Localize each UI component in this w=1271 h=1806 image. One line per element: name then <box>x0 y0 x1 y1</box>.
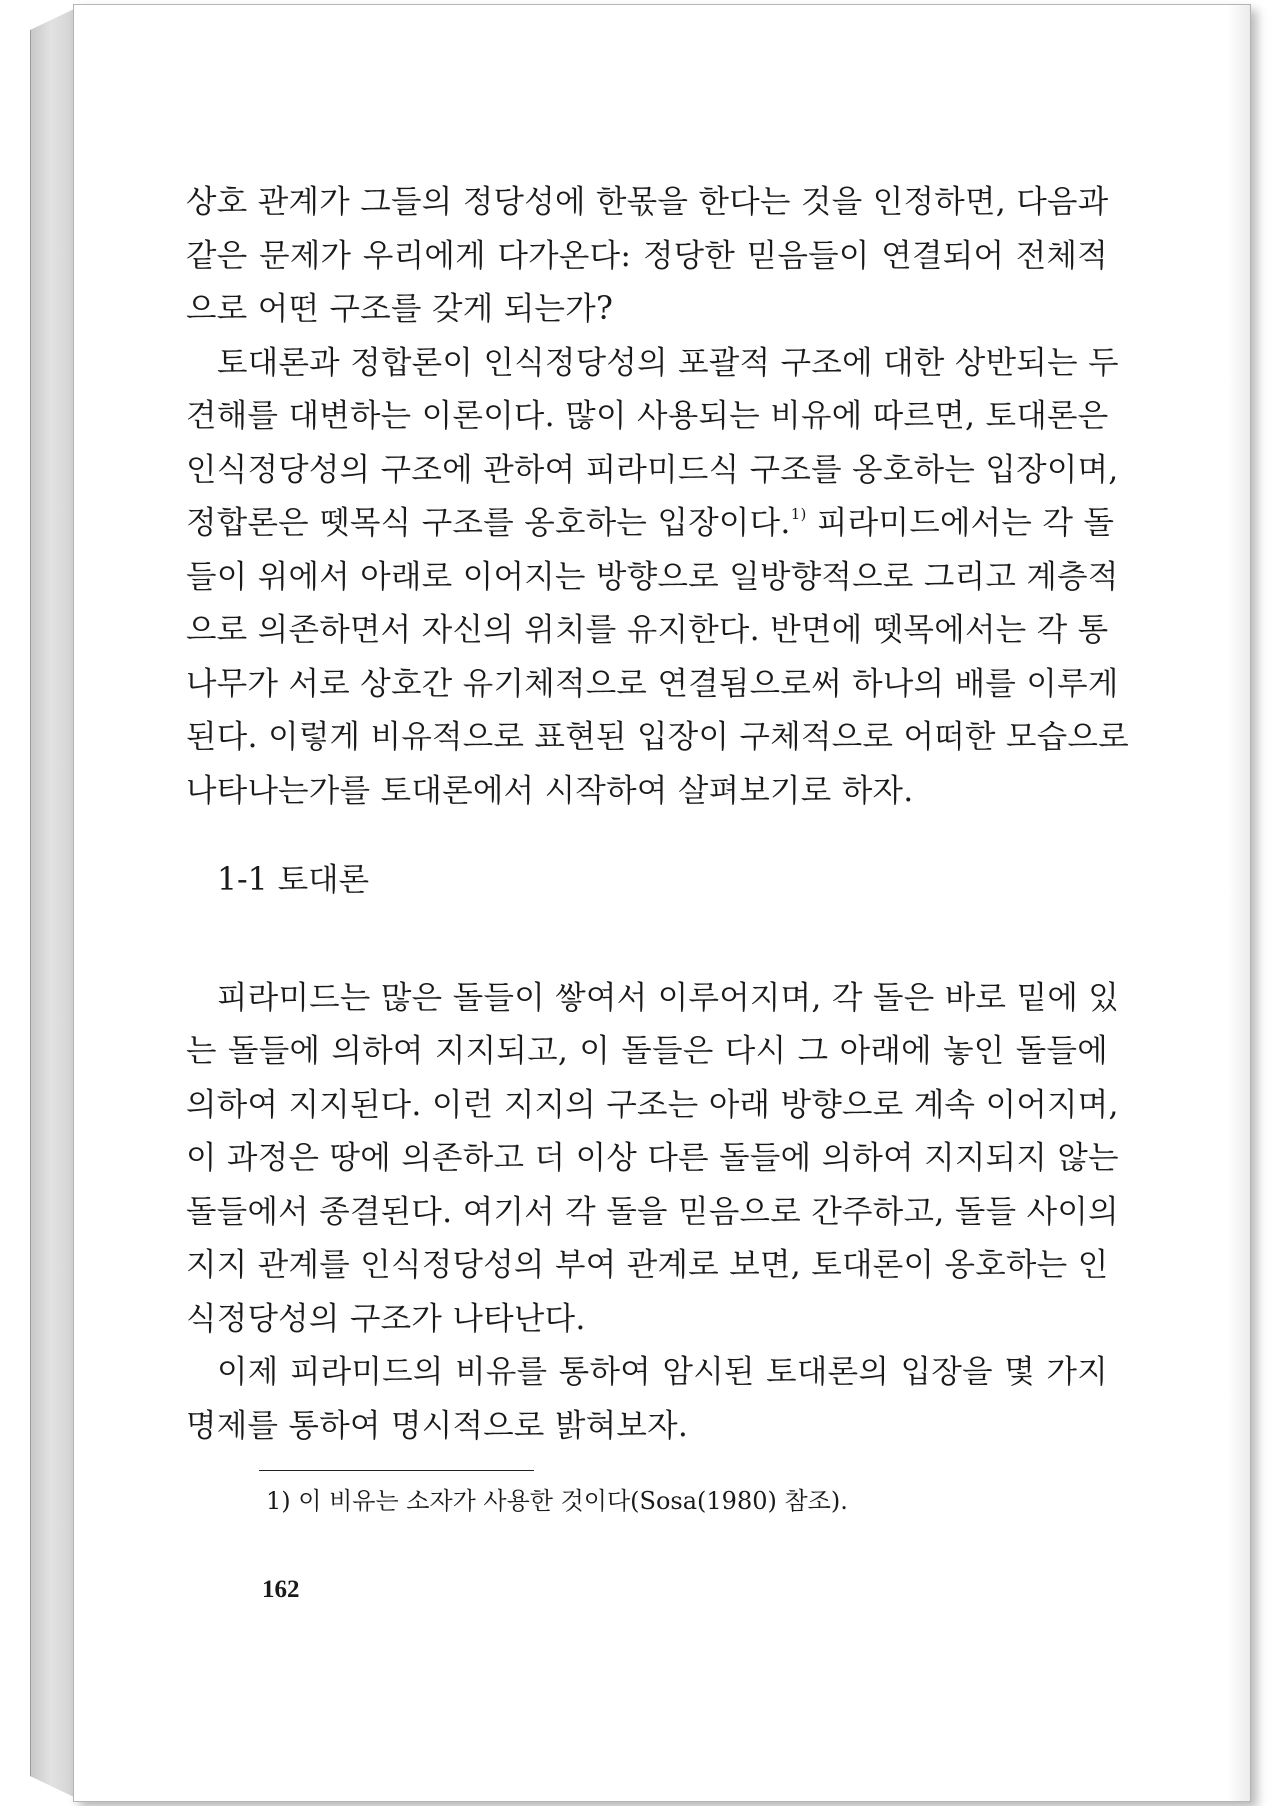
text-line: 토대론과 정합론이 인식정당성의 포괄적 구조에 대한 상반되는 두 <box>217 344 1119 381</box>
text-line: 된다. 이렇게 비유적으로 표현된 입장이 구체적으로 어떠한 모습으로 <box>186 719 1129 755</box>
paragraph-1 <box>186 176 1108 337</box>
text-line: 들이 위에서 아래로 이어지는 방향으로 일방향적으로 그리고 계층적 <box>186 558 1119 595</box>
text-line: 으로 어떤 구조를 갖게 되는가? <box>186 291 614 327</box>
text-line: 이 과정은 땅에 의존하고 더 이상 다른 돌들에 의하여 지지되지 않는 <box>186 1140 1119 1176</box>
text-line: 나무가 서로 상호간 유기체적으로 연결됨으로써 하나의 배를 이루게 <box>186 665 1119 702</box>
paragraph-3 <box>186 972 1120 1347</box>
paragraph-4 <box>186 1346 1108 1453</box>
text-line: 나타나는가를 토대론에서 시작하여 살펴보기로 하자. <box>186 772 914 809</box>
text-line: 상호 관계가 그들의 정당성에 한몫을 한다는 것을 인정하면, 다음과 <box>186 184 1109 220</box>
text-line: 이제 피라미드의 비유를 통하여 암시된 토대론의 입장을 몇 가지 <box>217 1354 1108 1390</box>
text-line: 식정당성의 구조가 나타난다. <box>186 1300 586 1337</box>
text-line: 피라미드는 많은 돌들이 쌓여서 이루어지며, 각 돌은 바로 밑에 있 <box>217 979 1120 1016</box>
book-spine <box>30 8 76 1798</box>
text-line: 견해를 대변하는 이론이다. 많이 사용되는 비유에 따르면, 토대론은 <box>186 398 1109 434</box>
section-heading: 1-1 토대론 <box>217 862 370 898</box>
text-line: 지지 관계를 인식정당성의 부여 관계로 보면, 토대론이 옹호하는 인 <box>186 1247 1109 1283</box>
page-edge-shade <box>1228 5 1250 1801</box>
paragraph-2 <box>186 337 1129 819</box>
footnote: 1) 이 비유는 소자가 사용한 것이다(Sosa(1980) 참조). <box>266 1487 848 1515</box>
text-line-with-footnote <box>186 497 1115 551</box>
footnote-reference: 1) <box>790 505 807 523</box>
text-line: 인식정당성의 구조에 관하여 피라미드식 구조를 옹호하는 입장이며, <box>186 451 1119 488</box>
text-segment: 피라미드에서는 각 돌 <box>817 505 1115 541</box>
page-number: 162 <box>262 1576 300 1603</box>
text-line: 같은 문제가 우리에게 다가온다: 정당한 믿음들이 연결되어 전체적 <box>186 237 1108 274</box>
text-segment: 정합론은 뗏목식 구조를 옹호하는 입장이다. <box>186 505 791 541</box>
page-body <box>186 176 1129 1453</box>
text-line: 돌들에서 종결된다. 여기서 각 돌을 믿음으로 간주하고, 돌들 사이의 <box>186 1193 1119 1230</box>
text-line: 명제를 통하여 명시적으로 밝혀보자. <box>186 1407 689 1444</box>
text-line: 는 돌들에 의하여 지지되고, 이 돌들은 다시 그 아래에 놓인 돌들에 <box>186 1033 1108 1069</box>
text-line: 의하여 지지된다. 이런 지지의 구조는 아래 방향으로 계속 이어지며, <box>186 1086 1119 1123</box>
footnote-divider <box>259 1470 534 1471</box>
text-line: 으로 의존하면서 자신의 위치를 유지한다. 반면에 뗏목에서는 각 통 <box>186 612 1109 648</box>
